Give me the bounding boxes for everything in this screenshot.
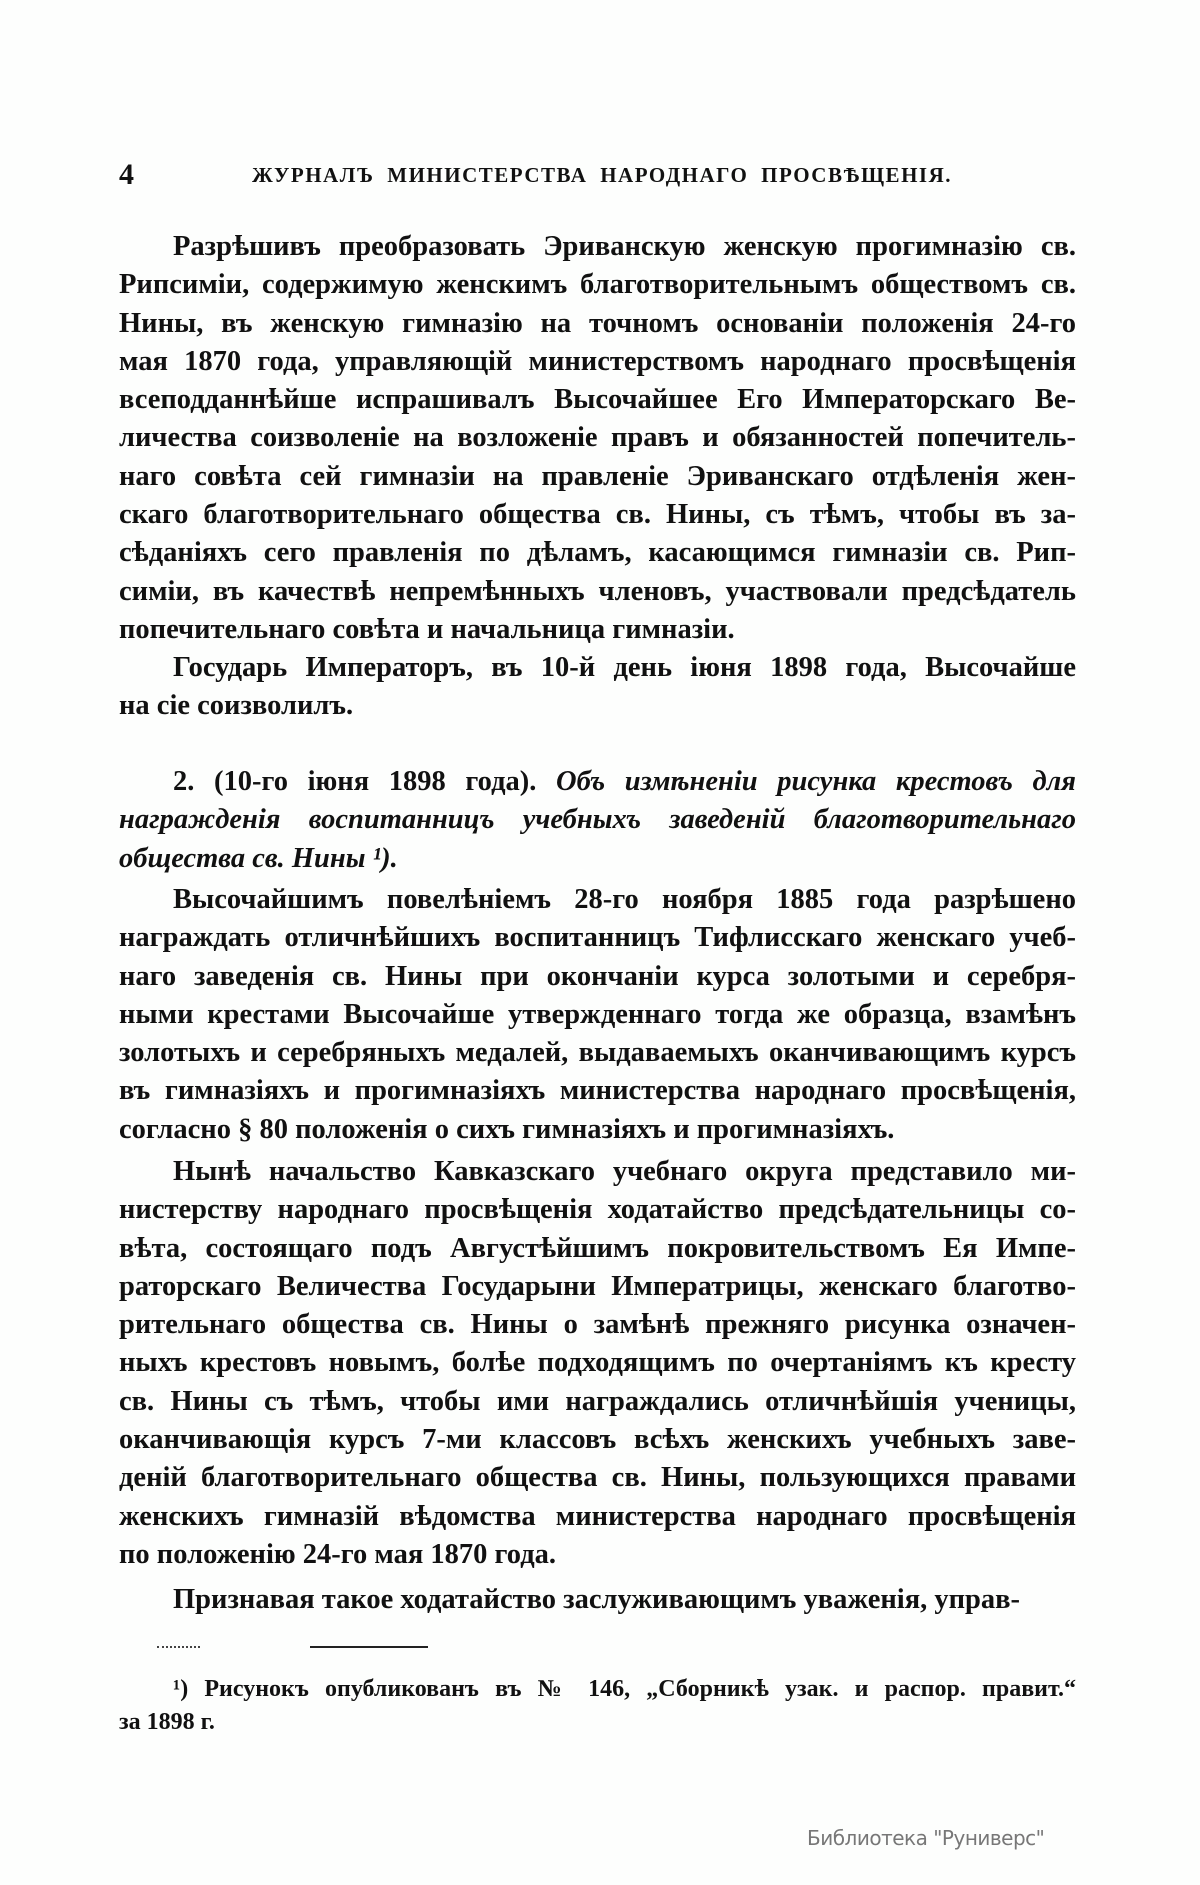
text-line: ными крестами Высочайше утвержденнаго тогда же образца, взамѣнъ	[119, 998, 1076, 1030]
text-line: награждать отличнѣйшихъ воспитанницъ Тифлисскаго женскаго учеб-	[119, 922, 1076, 954]
text-line: ныхъ крестовъ новымъ, болѣе подходящимъ по очертаніямъ къ кресту	[119, 1347, 1076, 1379]
text-line	[173, 763, 1076, 801]
decree-2-para-3	[119, 1581, 1076, 1619]
decree-2-para-1	[119, 881, 1076, 1149]
text-line: Признавая такое ходатайство заслуживающимъ уваженія, управ-	[173, 1584, 1021, 1615]
decree-title: общества св. Нины ¹).	[119, 842, 398, 874]
text-line: Нынѣ начальство Кавказскаго учебнаго округа представило ми-	[173, 1156, 1076, 1187]
text-line: золотыхъ и серебряныхъ медалей, выдаваемыхъ оканчивающимъ курсъ	[119, 1037, 1076, 1069]
text-line: въ гимназіяхъ и прогимназіяхъ министерства народнаго просвѣщенія,	[119, 1075, 1076, 1107]
footnote-marks	[157, 1646, 200, 1648]
text-line: деній благотворительнаго общества св. Нины, пользующихся правами	[119, 1462, 1076, 1494]
page-number: 4	[119, 158, 134, 191]
text-line: св. Нины съ тѣмъ, чтобы ими награждались отличнѣйшія ученицы,	[119, 1385, 1076, 1417]
text-line: Государь Императоръ, въ 10-й день іюня 1898 года, Высочайше	[173, 652, 1076, 683]
text-line: по положенію 24-го мая 1870 года.	[119, 1538, 556, 1570]
text-line: наго совѣта сей гимназіи на правленіе Эриванскаго отдѣленія жен-	[119, 460, 1076, 492]
decree-title: Объ измѣненіи рисунка крестовъ для	[556, 766, 1076, 797]
text-line: личества соизволеніе на возложеніе правъ и обязанностей попечитель-	[119, 422, 1076, 454]
decree-number-date: 2. (10-го іюня 1898 года).	[173, 766, 556, 797]
text-line: наго заведенія св. Нины при окончаніи курса золотыми и серебря-	[119, 960, 1076, 992]
text-line: женскихъ гимназій вѣдомства министерства народнаго просвѣщенія	[119, 1500, 1076, 1532]
decree-1-approval	[119, 649, 1076, 726]
text-line: симіи, въ качествѣ непремѣнныхъ членовъ, участвовали предсѣдатель	[119, 575, 1076, 607]
text-line: согласно § 80 положенія о сихъ гимназіяхъ и прогимназіяхъ.	[119, 1113, 895, 1145]
decree-2-heading	[119, 763, 1076, 878]
text-line: Нины, въ женскую гимназію на точномъ основаніи положенія 24-го	[119, 307, 1076, 339]
text-line: Разрѣшивъ преобразовать Эриванскую женскую прогимназію св.	[173, 231, 1076, 262]
text-line: скаго благотворительнаго общества св. Нины, съ тѣмъ, чтобы въ за-	[119, 499, 1076, 531]
footnote-divider	[310, 1646, 428, 1648]
footnote-line: ¹) Рисунокъ опубликованъ въ № 146, „Сборникѣ узак. и распор. правит.“	[173, 1676, 1076, 1702]
decree-title: награжденія воспитанницъ учебныхъ заведеній благотворительнаго	[119, 804, 1076, 836]
text-line: нистерству народнаго просвѣщенія ходатайство предсѣдательницы со-	[119, 1194, 1076, 1226]
text-line	[119, 801, 1076, 839]
decree-1-text	[119, 228, 1076, 649]
text-line: мая 1870 года, управляющій министерствомъ народнаго просвѣщенія	[119, 345, 1076, 377]
text-line: раторскаго Величества Государыни Императрицы, женскаго благотво-	[119, 1270, 1076, 1302]
text-line: Рипсиміи, содержимую женскимъ благотворительнымъ обществомъ св.	[119, 269, 1076, 301]
text-line: оканчивающія курсъ 7-ми классовъ всѣхъ женскихъ учебныхъ заве-	[119, 1424, 1076, 1456]
text-line: вѣта, состоящаго подъ Августѣйшимъ покровительствомъ Ея Импе-	[119, 1232, 1076, 1264]
text-line: сѣданіяхъ сего правленія по дѣламъ, касающимся гимназіи св. Рип-	[119, 537, 1076, 569]
text-line: на сіе соизволилъ.	[119, 690, 354, 722]
text-line: попечительнаго совѣта и начальница гимназіи.	[119, 613, 735, 645]
text-line: всеподданнѣйше испрашивалъ Высочайшее Его Императорскаго Ве-	[119, 384, 1076, 416]
running-head: ЖУРНАЛЪ МИНИСТЕРСТВА НАРОДНАГО ПРОСВѢЩЕНІЯ.	[252, 163, 952, 187]
library-watermark: Библиотека "Руниверс"	[807, 1826, 1045, 1850]
footnote	[119, 1673, 1076, 1739]
text-line	[119, 840, 1076, 878]
text-line: Высочайшимъ повелѣніемъ 28-го ноября 1885 года разрѣшено	[173, 884, 1076, 915]
decree-2-para-2	[119, 1153, 1076, 1574]
text-line: рительнаго общества св. Нины о замѣнѣ прежняго рисунка означен-	[119, 1309, 1076, 1341]
footnote-line: за 1898 г.	[119, 1709, 215, 1735]
